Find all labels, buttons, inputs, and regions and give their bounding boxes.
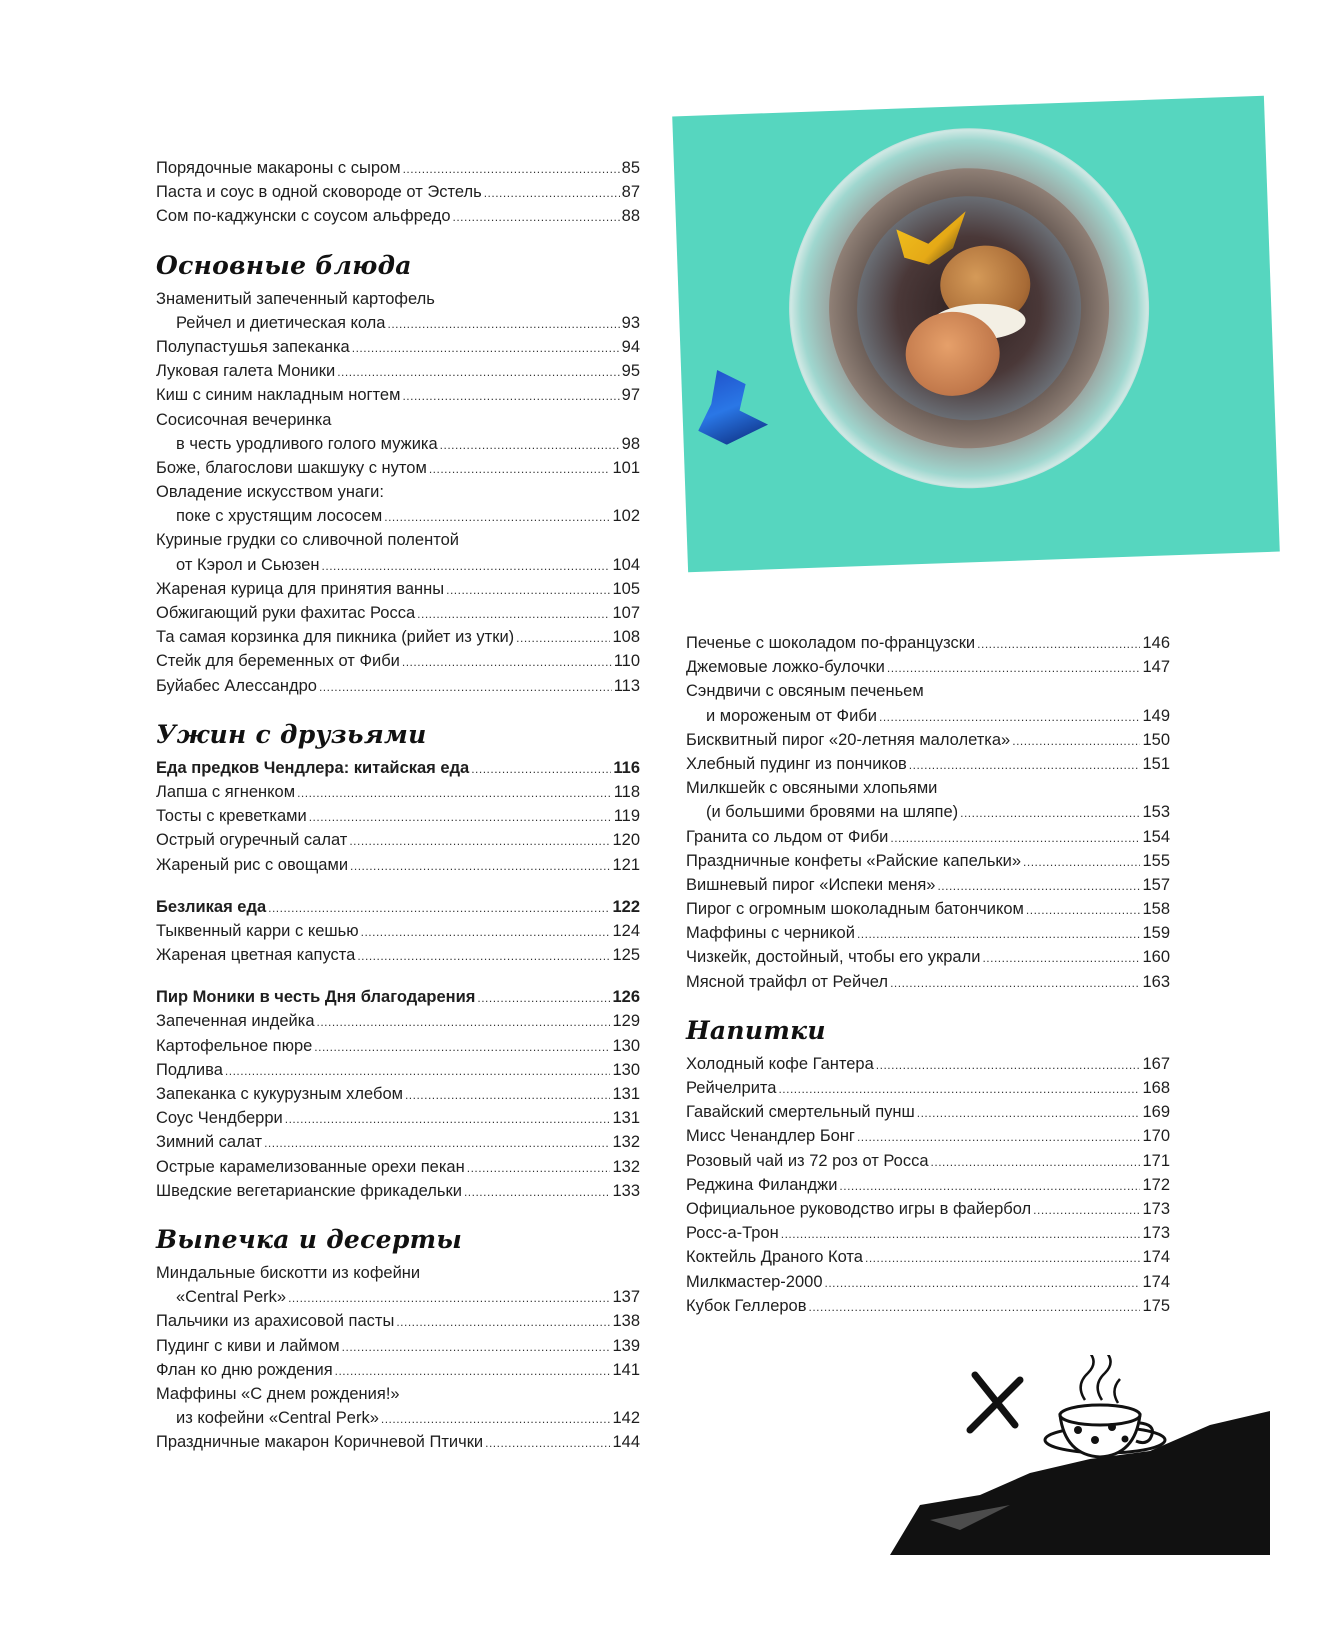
dot-leader — [446, 578, 610, 602]
toc-entry-page: 147 — [1142, 658, 1170, 677]
toc-entry — [156, 1106, 640, 1130]
toc-entry-page: 120 — [612, 831, 640, 850]
toc-entry-page: 110 — [613, 652, 640, 671]
toc-entry — [156, 1179, 640, 1203]
toc-entry-title: Милкмастер-2000 — [686, 1272, 823, 1291]
dot-leader — [467, 1156, 611, 1180]
toc-entry-page: 130 — [612, 1060, 640, 1079]
coffee-cup-doodle — [890, 1355, 1270, 1555]
toc-entry — [686, 752, 1170, 776]
toc-entry — [156, 1009, 640, 1033]
toc-entry — [156, 919, 640, 943]
dot-leader — [890, 971, 1140, 995]
dot-leader — [781, 1222, 1141, 1246]
dot-leader — [264, 1131, 610, 1155]
dot-leader — [357, 944, 610, 968]
toc-entry-page: 174 — [1142, 1272, 1170, 1291]
toc-entry-page: 133 — [612, 1181, 640, 1200]
toc-entry — [156, 853, 640, 877]
toc-entry — [156, 601, 640, 625]
toc-entry-page: 130 — [612, 1036, 640, 1055]
toc-entry-title: Рейчелрита — [686, 1079, 777, 1097]
dot-leader — [809, 1295, 1141, 1319]
toc-entry-page: 85 — [621, 159, 640, 177]
toc-entry-page: 151 — [1142, 754, 1170, 773]
toc-entry — [156, 1285, 640, 1309]
toc-entry-page: 93 — [621, 313, 640, 332]
toc-entry-page: 88 — [621, 207, 640, 226]
toc-entry-page: 108 — [612, 628, 640, 647]
dot-leader — [931, 1150, 1141, 1174]
toc-entry — [686, 704, 1170, 728]
toc-entry-title: Пальчики из арахисовой пасты — [156, 1312, 395, 1331]
toc-entry — [156, 625, 640, 649]
dot-leader — [937, 874, 1140, 898]
toc-entry-page: 154 — [1142, 827, 1170, 846]
toc-entry-page: 137 — [612, 1288, 640, 1307]
dot-leader — [453, 205, 620, 229]
dot-leader — [384, 505, 610, 529]
toc-entry-title: Полупастушья запеканка — [156, 337, 350, 356]
section-heading: Ужин с друзьями — [156, 719, 427, 749]
toc-entry-page: 142 — [612, 1409, 640, 1428]
dot-leader — [471, 757, 611, 781]
toc-entry — [156, 383, 640, 407]
dot-leader — [879, 705, 1140, 729]
toc-entry-title: Жареная курица для принятия ванны — [156, 579, 445, 598]
toc-entry — [686, 1197, 1170, 1221]
toc-entry — [686, 849, 1170, 873]
toc-entry — [156, 943, 640, 967]
dot-leader — [337, 360, 619, 384]
toc-entry — [686, 897, 1170, 921]
toc-entry — [156, 985, 640, 1009]
toc-entry-page: 157 — [1142, 875, 1170, 894]
toc-entry-title: Безликая еда — [156, 897, 267, 916]
toc-entry-page: 122 — [612, 897, 640, 916]
toc-entry — [156, 180, 640, 204]
dot-leader — [350, 854, 610, 878]
toc-entry-page: 119 — [613, 807, 640, 826]
toc-entry — [156, 1034, 640, 1058]
toc-entry-title: Паста и соус в одной сковороде от Эстель — [156, 183, 482, 202]
toc-entry-title: Официальное руководство игры в файербол — [686, 1199, 1032, 1218]
toc-entry-title: от Кэрол и Сьюзен — [176, 555, 320, 574]
dot-leader — [387, 312, 619, 336]
toc-entry-title: Праздничные конфеты «Райские капельки» — [686, 851, 1022, 870]
toc-entry-page: 125 — [612, 946, 640, 965]
toc-entry-title: Обжигающий руки фахитас Росса — [156, 604, 416, 622]
dot-leader — [1033, 1198, 1140, 1222]
toc-entry — [156, 504, 640, 528]
toc-entry-page: 124 — [612, 921, 640, 940]
toc-entry-page: 131 — [612, 1085, 640, 1103]
toc-entry-title: Пирог с огромным шоколадным батончиком — [686, 900, 1024, 919]
toc-entry — [686, 1124, 1170, 1148]
toc-entry-page: 113 — [613, 676, 640, 695]
toc-entry-page: 171 — [1142, 1151, 1170, 1170]
section-heading: Напитки — [686, 1015, 826, 1045]
toc-entry-page: 94 — [621, 337, 640, 356]
dot-leader — [314, 1035, 610, 1059]
toc-entry — [686, 970, 1170, 994]
dot-leader — [857, 922, 1141, 946]
toc-entry — [686, 825, 1170, 849]
dot-leader — [225, 1059, 611, 1083]
toc-entry — [156, 311, 640, 335]
toc-entry-page: 87 — [621, 183, 640, 202]
toc-entry-page: 102 — [612, 507, 640, 526]
dot-leader — [322, 554, 611, 578]
toc-entry-title: Холодный кофе Гантера — [686, 1054, 874, 1073]
toc-entry-title: и мороженым от Фиби — [706, 706, 877, 725]
toc-entry-page: 158 — [1142, 900, 1170, 919]
dot-leader — [825, 1271, 1141, 1295]
toc-entry-page: 107 — [612, 604, 640, 622]
toc-entry — [686, 631, 1170, 655]
toc-entry-page: 146 — [1142, 634, 1170, 652]
toc-entry — [686, 800, 1170, 824]
toc-entry-title: Вишневый пирог «Испеки меня» — [686, 875, 936, 894]
toc-entry — [156, 335, 640, 359]
toc-entry — [156, 780, 640, 804]
toc-entry-page: 173 — [1142, 1199, 1170, 1218]
toc-entry-page: 97 — [621, 386, 640, 405]
toc-entry — [686, 1294, 1170, 1318]
toc-entry — [156, 359, 640, 383]
toc-entry-first-line: Сэндвичи с овсяным печеньем — [686, 682, 924, 701]
dot-leader — [288, 1286, 610, 1310]
toc-entry — [686, 1100, 1170, 1124]
toc-entry-title: Картофельное пюре — [156, 1036, 313, 1055]
dot-leader — [1023, 850, 1140, 874]
toc-entry-page: 95 — [621, 362, 640, 381]
toc-entry-page: 138 — [612, 1312, 640, 1331]
dot-leader — [917, 1101, 1141, 1125]
toc-entry-page: 121 — [612, 855, 640, 874]
toc-entry-first-line: Милкшейк с овсяными хлопьями — [686, 779, 938, 798]
toc-entry — [686, 873, 1170, 897]
toc-entry-page: 131 — [612, 1109, 640, 1128]
dot-leader — [361, 920, 611, 944]
toc-entry-title: Тыквенный карри с кешью — [156, 921, 359, 940]
toc-entry-title: Чизкейк, достойный, чтобы его украли — [686, 948, 981, 967]
dot-leader — [335, 1359, 611, 1383]
toc-entry-title: Зимний салат — [156, 1133, 263, 1152]
toc-entry — [156, 649, 640, 673]
dot-leader — [352, 336, 620, 360]
toc-entry-title: Маффины с черникой — [686, 924, 855, 943]
toc-entry-title: Жареный рис с овощами — [156, 855, 349, 874]
toc-entry-page: 116 — [613, 758, 640, 777]
toc-entry — [156, 1058, 640, 1082]
toc-entry — [156, 1334, 640, 1358]
toc-entry-title: Боже, благослови шакшуку с нутом — [156, 458, 427, 477]
toc-entry-title: (и большими бровями на шляпе) — [706, 803, 959, 822]
toc-entry-title: Острые карамелизованные орехи пекан — [156, 1157, 465, 1176]
toc-entry-title: Та самая корзинка для пикника (рийет из утки) — [156, 628, 515, 647]
toc-entry — [156, 204, 640, 228]
toc-entry-title: Шведские вегетарианские фрикадельки — [156, 1181, 462, 1200]
toc-entry-title: Запеканка с кукурузным хлебом — [156, 1085, 403, 1103]
toc-entry-title: Росс-а-Трон — [686, 1224, 779, 1243]
toc-entry-page: 132 — [612, 1133, 640, 1152]
toc-entry-title: Пир Моники в честь Дня благодарения — [156, 988, 476, 1007]
toc-entry-page: 126 — [612, 988, 640, 1007]
dot-leader — [485, 1431, 610, 1455]
dot-leader — [381, 1407, 611, 1431]
toc-entry-title: Жареная цветная капуста — [156, 946, 356, 965]
toc-entry-title: Гавайский смертельный пунш — [686, 1103, 915, 1122]
toc-entry-page: 168 — [1142, 1079, 1170, 1097]
dot-leader — [890, 826, 1140, 850]
toc-entry-page: 170 — [1142, 1127, 1170, 1146]
toc-entry-title: Лапша с ягненком — [156, 782, 296, 801]
toc-entry-title: Сом по-каджунски с соусом альфредо — [156, 207, 451, 226]
dot-leader — [349, 829, 610, 853]
dot-leader — [342, 1335, 611, 1359]
toc-entry-title: Розовый чай из 72 роз от Росса — [686, 1151, 929, 1170]
toc-entry-first-line: Овладение искусством унаги: — [156, 483, 384, 502]
toc-entry-title: Коктейль Драного Кота — [686, 1248, 863, 1267]
toc-entry — [156, 756, 640, 780]
toc-entry-title: Мисс Ченандлер Бонг — [686, 1127, 855, 1146]
dot-leader — [516, 626, 610, 650]
blue-butterfly — [696, 368, 769, 445]
dot-leader — [285, 1107, 611, 1131]
toc-entry-title: Стейк для беременных от Фиби — [156, 652, 400, 671]
toc-entry-title: «Central Perk» — [176, 1288, 287, 1307]
toc-entry — [156, 1358, 640, 1382]
dot-leader — [839, 1174, 1140, 1198]
toc-entry-title: Кубок Геллеров — [686, 1296, 807, 1315]
toc-entry — [156, 828, 640, 852]
dot-leader — [402, 650, 612, 674]
group-spacer — [156, 967, 640, 985]
toc-entry-first-line: Маффины «С днем рождения!» — [156, 1384, 400, 1403]
toc-entry — [686, 1221, 1170, 1245]
toc-entry-title: Бисквитный пирог «20-летняя малолетка» — [686, 730, 1011, 749]
toc-entry-title: Мясной трайфл от Рейчел — [686, 972, 889, 991]
toc-entry — [686, 655, 1170, 679]
toc-entry-title: Луковая галета Моники — [156, 362, 336, 381]
toc-entry — [686, 1173, 1170, 1197]
toc-entry — [156, 1082, 640, 1106]
toc-entry-page: 104 — [612, 555, 640, 574]
dot-leader — [297, 781, 612, 805]
food-photo — [672, 96, 1280, 572]
toc-entry-title: Еда предков Чендлера: китайская еда — [156, 758, 470, 777]
dot-leader — [417, 602, 610, 626]
dot-leader — [982, 946, 1140, 970]
dot-leader — [484, 181, 620, 205]
toc-entry-page: 160 — [1142, 948, 1170, 967]
toc-entry-title: Буйабес Алессандро — [156, 676, 317, 695]
toc-entry-title: Реджина Филанджи — [686, 1175, 838, 1194]
toc-entry — [156, 674, 640, 698]
toc-entry-title: Подлива — [156, 1060, 223, 1079]
toc-entry — [156, 1309, 640, 1333]
toc-entry-title: Запеченная индейка — [156, 1012, 315, 1031]
dot-leader — [857, 1125, 1141, 1149]
toc-entry-title: Тосты с креветками — [156, 807, 307, 826]
toc-entry — [156, 1430, 640, 1454]
dot-leader — [402, 384, 619, 408]
section-heading: Выпечка и десерты — [156, 1224, 463, 1254]
toc-entry-title: Острый огуречный салат — [156, 831, 348, 850]
toc-entry-page: 101 — [612, 458, 640, 477]
toc-entry-title: из кофейни «Central Perk» — [176, 1409, 379, 1428]
toc-entry-title: Киш с синим накладным ногтем — [156, 386, 401, 405]
toc-entry — [686, 728, 1170, 752]
dot-leader — [1026, 898, 1141, 922]
toc-entry — [156, 156, 640, 180]
dot-leader — [440, 433, 620, 457]
group-spacer — [156, 877, 640, 895]
toc-entry-title: Пудинг с киви и лаймом — [156, 1336, 340, 1355]
toc-entry — [156, 456, 640, 480]
dot-leader — [977, 632, 1140, 656]
toc-left-column — [156, 156, 640, 1454]
toc-entry-page: 141 — [612, 1360, 640, 1379]
toc-entry — [686, 1076, 1170, 1100]
toc-entry — [156, 1130, 640, 1154]
toc-entry — [156, 1406, 640, 1430]
toc-entry — [686, 1052, 1170, 1076]
toc-entry-title: поке с хрустящим лососем — [176, 507, 383, 526]
toc-entry-title: Печенье с шоколадом по-французски — [686, 634, 976, 652]
toc-entry — [686, 921, 1170, 945]
toc-entry-title: Гранита со льдом от Фиби — [686, 827, 889, 846]
toc-entry — [156, 432, 640, 456]
toc-entry — [686, 945, 1170, 969]
toc-entry-title: Соус Чендберри — [156, 1109, 283, 1128]
dot-leader — [396, 1310, 610, 1334]
toc-entry-first-line: Знаменитый запеченный картофель — [156, 289, 435, 308]
dot-leader — [268, 896, 610, 920]
section-heading: Основные блюда — [156, 250, 412, 280]
toc-entry-first-line: Сосисочная вечеринка — [156, 410, 332, 429]
toc-entry-page: 139 — [612, 1336, 640, 1355]
toc-entry-title: Порядочные макароны с сыром — [156, 159, 401, 177]
toc-entry-page: 144 — [612, 1433, 640, 1452]
toc-entry-page: 105 — [612, 579, 640, 598]
toc-entry-page: 173 — [1142, 1224, 1170, 1243]
toc-entry-page: 169 — [1142, 1103, 1170, 1122]
dot-leader — [317, 1010, 611, 1034]
dot-leader — [778, 1077, 1140, 1101]
toc-entry-first-line: Куриные грудки со сливочной полентой — [156, 531, 459, 550]
toc-entry-title: Рейчел и диетическая кола — [176, 313, 386, 332]
dot-leader — [887, 656, 1141, 680]
toc-entry — [156, 1155, 640, 1179]
toc-entry-page: 159 — [1142, 924, 1170, 943]
dot-leader — [909, 753, 1141, 777]
toc-entry-page: 149 — [1142, 706, 1170, 725]
toc-entry — [686, 1270, 1170, 1294]
toc-entry-title: Джемовые ложко-булочки — [686, 658, 885, 677]
dot-leader — [319, 675, 612, 699]
toc-entry-title: Праздничные макарон Коричневой Птички — [156, 1433, 484, 1452]
dot-leader — [309, 805, 612, 829]
toc-entry-page: 172 — [1142, 1175, 1170, 1194]
dot-leader — [464, 1180, 611, 1204]
toc-entry — [686, 1245, 1170, 1269]
toc-entry — [156, 895, 640, 919]
toc-entry — [686, 1149, 1170, 1173]
toc-entry-page: 175 — [1142, 1296, 1170, 1315]
toc-entry-page: 163 — [1142, 972, 1170, 991]
dot-leader — [405, 1083, 611, 1107]
toc-entry — [156, 553, 640, 577]
dot-leader — [429, 457, 611, 481]
toc-entry — [156, 577, 640, 601]
toc-entry-page: 132 — [612, 1157, 640, 1176]
toc-entry-page: 129 — [612, 1012, 640, 1031]
toc-entry-page: 118 — [613, 782, 640, 801]
toc-entry-page: 155 — [1142, 851, 1170, 870]
toc-right-column — [686, 631, 1170, 1318]
toc-entry-page: 98 — [621, 434, 640, 453]
toc-entry-first-line: Миндальные бискотти из кофейни — [156, 1263, 421, 1282]
dot-leader — [1012, 729, 1140, 753]
dot-leader — [876, 1053, 1141, 1077]
dot-leader — [960, 801, 1140, 825]
toc-entry-page: 167 — [1142, 1054, 1170, 1073]
dot-leader — [477, 986, 610, 1010]
toc-entry-title: Флан ко дню рождения — [156, 1360, 333, 1379]
toc-entry — [156, 804, 640, 828]
dot-leader — [403, 157, 620, 181]
dot-leader — [865, 1246, 1140, 1270]
toc-entry-title: в честь уродливого голого мужика — [176, 434, 438, 453]
toc-entry-page: 174 — [1142, 1248, 1170, 1267]
toc-entry-page: 150 — [1142, 730, 1170, 749]
toc-entry-title: Хлебный пудинг из пончиков — [686, 754, 907, 773]
toc-entry-page: 153 — [1142, 803, 1170, 822]
